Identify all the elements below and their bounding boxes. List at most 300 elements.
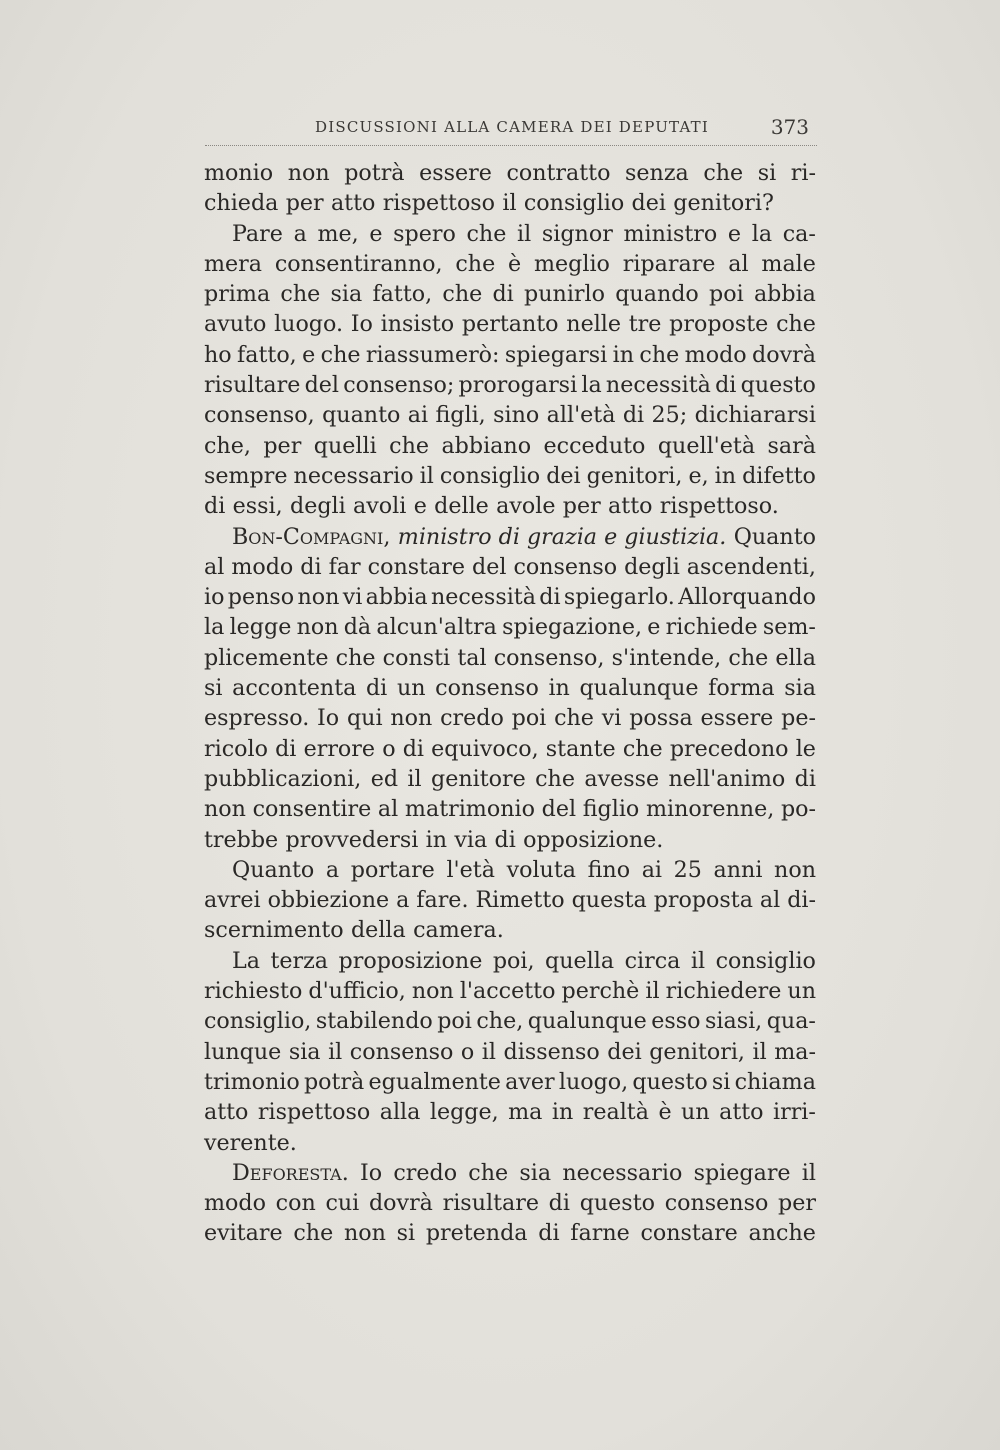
text-line: [204, 491, 816, 521]
word: realtà: [582, 1099, 649, 1126]
word: essere: [419, 160, 492, 186]
word: figli,: [435, 402, 486, 429]
word: qualunque: [527, 1008, 647, 1035]
word: me,: [317, 220, 359, 247]
word: quella: [545, 947, 615, 974]
word: legge: [229, 614, 292, 641]
word: qui: [346, 705, 383, 732]
word: avuto: [204, 311, 267, 338]
word: il: [752, 1038, 767, 1065]
word: e,: [688, 462, 709, 489]
word: della: [350, 917, 406, 944]
word: questa: [571, 887, 647, 914]
text-line: [204, 1097, 816, 1127]
word: che: [442, 281, 483, 308]
word: consenso: [513, 553, 618, 580]
word: lunque: [204, 1038, 282, 1065]
word: ai: [641, 856, 663, 883]
word: necessità: [430, 584, 536, 611]
text-line: [204, 552, 816, 582]
word: quanto: [322, 402, 401, 429]
word: in: [551, 1099, 574, 1126]
word: Io: [350, 311, 373, 338]
word: non: [390, 705, 433, 732]
word: che: [320, 341, 361, 368]
word: e: [647, 614, 661, 641]
word: stabilendo: [315, 1008, 433, 1035]
word: del: [304, 372, 339, 399]
text-line: [204, 219, 816, 249]
word: consiglio: [523, 190, 625, 217]
word: degli: [624, 553, 680, 580]
word: delle: [434, 493, 489, 520]
word: questo: [632, 1068, 708, 1095]
word: che: [776, 311, 816, 338]
word: del: [541, 796, 577, 823]
text-line: [204, 764, 816, 794]
word: pertanto: [461, 311, 559, 338]
word: non: [411, 978, 454, 1005]
word: abbia: [365, 584, 428, 611]
word: La: [232, 947, 260, 974]
word: è: [658, 1099, 672, 1126]
text-line: [204, 158, 816, 188]
word: constare: [367, 553, 465, 580]
text-line: [204, 703, 816, 733]
word: precedono: [669, 735, 789, 762]
word: egualmente: [368, 1068, 501, 1095]
word: che,: [204, 432, 251, 459]
word: prorogarsi: [458, 372, 578, 399]
word: dei: [607, 1038, 642, 1065]
word: rispettoso: [257, 1099, 371, 1126]
word: o: [382, 735, 396, 762]
word: atto: [204, 1099, 249, 1126]
word: sarà: [767, 432, 816, 459]
word: non: [297, 584, 340, 611]
word: equivoco,: [431, 735, 539, 762]
word: si: [757, 160, 777, 186]
text-line: [204, 1218, 816, 1248]
word: il: [481, 1038, 496, 1065]
word: irri-: [773, 1099, 816, 1126]
word: in: [425, 826, 448, 853]
word: modo: [684, 341, 747, 368]
word: dà: [343, 614, 372, 641]
word: modo: [204, 1190, 266, 1217]
word: atto: [608, 493, 653, 520]
page-number: 373: [770, 115, 809, 139]
word: consiglio,: [204, 1008, 312, 1035]
word: modo: [231, 553, 294, 580]
word: via: [454, 826, 488, 853]
word: di: [494, 826, 516, 853]
word: consenso,: [493, 644, 605, 671]
word: fatto,: [372, 281, 433, 308]
word: ma: [508, 1099, 543, 1126]
word: a: [396, 887, 410, 914]
text-line: [204, 400, 816, 430]
word: proposte: [669, 311, 769, 338]
word: potrà: [344, 160, 405, 186]
word: per: [285, 190, 324, 217]
word: potrà: [303, 1068, 365, 1095]
word: trebbe: [204, 826, 279, 853]
word: un: [787, 978, 816, 1005]
word: non: [204, 796, 246, 823]
word: poi: [437, 1008, 472, 1035]
word: possa: [629, 705, 693, 732]
word: in: [548, 675, 570, 702]
word: che: [466, 220, 507, 247]
word: figlio: [582, 796, 640, 823]
word: consenso: [435, 675, 539, 702]
word: riparare: [622, 250, 716, 277]
word: questo: [740, 372, 816, 399]
word: vi: [342, 584, 363, 611]
word: un: [681, 1099, 710, 1126]
word: in: [714, 462, 737, 489]
word: avoli: [353, 493, 407, 520]
word: non: [287, 160, 330, 186]
word: monio: [204, 160, 274, 186]
word: sia: [784, 675, 816, 702]
word: minorenne,: [645, 796, 775, 823]
word: genitore: [431, 765, 526, 792]
word: genitori,: [649, 1038, 745, 1065]
word: che: [280, 281, 321, 308]
word: consiglio: [715, 947, 816, 974]
word: alcun'altra: [376, 614, 497, 641]
word: al: [204, 553, 225, 580]
word: rispettoso.: [659, 493, 779, 520]
word: po-: [780, 796, 816, 823]
word: di: [402, 735, 425, 762]
word: per: [263, 432, 302, 459]
word: e: [413, 493, 427, 520]
word: proposizione: [338, 947, 483, 974]
word: rispettoso: [382, 190, 496, 217]
word: le: [795, 735, 816, 762]
word: credo: [440, 705, 504, 732]
word: opposizione.: [523, 826, 664, 853]
text-line: [204, 612, 816, 642]
word: si: [711, 1068, 731, 1095]
word: fare.: [416, 887, 469, 914]
word: di: [539, 584, 561, 611]
speaker-line: [204, 522, 816, 552]
word: atto: [330, 190, 376, 217]
text-line: [204, 431, 816, 461]
word: richiesto: [204, 978, 303, 1005]
text-line: [204, 249, 816, 279]
word: quell'età: [657, 432, 756, 459]
text-line: [204, 976, 816, 1006]
word: d'ufficio,: [308, 978, 406, 1005]
word: dissenso: [503, 1038, 600, 1065]
word: tre: [628, 311, 662, 338]
word: pretenda: [425, 1220, 528, 1247]
word: consenso: [349, 1038, 454, 1065]
word: per: [778, 1190, 816, 1217]
word: vi: [601, 705, 622, 732]
word: Io: [360, 1159, 383, 1186]
word: per: [562, 493, 601, 520]
word: in: [612, 341, 635, 368]
word: nell'animo: [668, 765, 786, 792]
word: insisto: [380, 311, 455, 338]
word: è: [508, 250, 522, 277]
word: chiama: [734, 1068, 816, 1095]
word: trimonio: [204, 1068, 300, 1095]
word: e: [302, 341, 316, 368]
word: alla: [379, 1099, 421, 1126]
word: a: [293, 220, 307, 247]
word: di: [794, 765, 816, 792]
word: di: [275, 735, 297, 762]
text-line: [204, 340, 816, 370]
word: di-: [787, 887, 816, 914]
word: il: [328, 1038, 343, 1065]
word: risultare: [204, 372, 301, 399]
word: signor: [541, 220, 613, 247]
word: di: [622, 402, 645, 429]
word: dovrà: [368, 1190, 433, 1217]
word: camera.: [413, 917, 504, 944]
word: consti: [382, 644, 451, 671]
word: voluta: [506, 856, 576, 883]
word: il: [502, 190, 517, 217]
word: 25;: [651, 402, 688, 429]
word: che: [554, 705, 594, 732]
word: dovrà: [752, 341, 816, 368]
text-line: [204, 1006, 816, 1036]
word: ed: [370, 765, 399, 792]
word: la: [581, 372, 602, 399]
running-head: [205, 115, 817, 146]
word: spiegarsi: [504, 341, 608, 368]
word: il: [419, 462, 434, 489]
word: avrei: [204, 887, 261, 914]
word: proposta: [653, 887, 753, 914]
word: richiedere: [665, 978, 782, 1005]
word: s'intende,: [611, 644, 722, 671]
word: ma-: [774, 1038, 816, 1065]
text-line: [204, 1067, 816, 1097]
word: consentiranno,: [274, 250, 443, 277]
body-text: [204, 158, 816, 1249]
word: far: [328, 553, 361, 580]
word: avole: [496, 493, 556, 520]
word: consenso: [664, 1190, 769, 1217]
word: provvedersi: [285, 826, 419, 853]
word: genitori,: [586, 462, 683, 489]
word: o: [460, 1038, 475, 1065]
word: tal: [457, 644, 487, 671]
text-line: [204, 643, 816, 673]
word: Pare: [232, 220, 283, 247]
text-line: [204, 188, 816, 218]
word: constare: [640, 1220, 738, 1247]
word: sem-: [762, 614, 816, 641]
word: fatto,: [237, 341, 297, 368]
word: necessità: [605, 372, 711, 399]
word: consentire: [252, 796, 372, 823]
word: circa: [624, 947, 681, 974]
word: chieda: [204, 190, 279, 217]
word: espresso.: [204, 705, 310, 732]
word: che: [455, 250, 496, 277]
word: luogo,: [558, 1068, 629, 1095]
word: Io: [317, 705, 340, 732]
word: qualunque: [579, 675, 699, 702]
word: del: [472, 553, 507, 580]
word: qua-: [766, 1008, 816, 1035]
word: pe-: [781, 705, 816, 732]
word: penso: [227, 584, 295, 611]
word: il: [690, 947, 706, 974]
word: spero: [393, 220, 456, 247]
word: meglio: [533, 250, 610, 277]
text-line: [204, 461, 816, 491]
word: di: [365, 675, 388, 702]
word: perchè: [561, 978, 640, 1005]
word: senza: [625, 160, 689, 186]
word: spiegazione,: [502, 614, 643, 641]
word: anche: [748, 1220, 816, 1247]
word: accontenta: [232, 675, 357, 702]
word: un: [396, 675, 426, 702]
word: essere: [700, 705, 774, 732]
word: e: [369, 220, 383, 247]
word: consenso,: [204, 402, 315, 429]
word: prima: [204, 281, 271, 308]
word: il: [517, 220, 532, 247]
word: male: [761, 250, 816, 277]
word: scernimento: [204, 917, 344, 944]
text-line: [204, 855, 816, 885]
word: spiegarlo.: [563, 584, 675, 611]
word: l'età: [446, 856, 495, 883]
word: ministro: [623, 220, 718, 247]
word: credo: [393, 1159, 458, 1186]
word: dei: [631, 190, 666, 217]
word: matrimonio: [404, 796, 535, 823]
word: la: [204, 614, 225, 641]
word: che: [468, 1159, 509, 1186]
word: che,: [476, 1008, 524, 1035]
word: fino: [587, 856, 631, 883]
text-line: [204, 885, 816, 915]
word: dei: [546, 462, 581, 489]
word: plicemente: [204, 644, 329, 671]
word: legge,: [429, 1099, 499, 1126]
word: contratto: [506, 160, 611, 186]
word: sia: [330, 281, 363, 308]
word: obbiezione: [267, 887, 390, 914]
word: pubblicazioni,: [204, 765, 362, 792]
word: che: [335, 644, 376, 671]
word: sia: [519, 1159, 552, 1186]
word: difetto: [742, 462, 816, 489]
speaker-name: Bon-Compagni,: [232, 523, 391, 550]
word: ascendenti,: [686, 553, 816, 580]
word: a: [325, 856, 340, 883]
word: io: [204, 584, 225, 611]
word: forma: [708, 675, 775, 702]
word: anni: [713, 856, 763, 883]
word: che: [639, 341, 680, 368]
word: spiegare: [693, 1159, 791, 1186]
word: di: [300, 553, 322, 580]
word: poi: [709, 281, 744, 308]
text-line: [204, 582, 816, 612]
word: ai: [407, 402, 429, 429]
word: essi,: [232, 493, 283, 520]
text-line: [204, 279, 816, 309]
word: di: [715, 372, 737, 399]
word: di: [204, 493, 226, 520]
word: si: [204, 675, 223, 702]
word: risultare: [442, 1190, 539, 1217]
word: il: [407, 765, 422, 792]
word: degli: [290, 493, 346, 520]
word: al: [728, 250, 749, 277]
word: consiglio: [439, 462, 541, 489]
text-line: [204, 1188, 816, 1218]
word: esso: [651, 1008, 701, 1035]
word: evitare: [204, 1220, 283, 1247]
word: Allorquando: [678, 584, 816, 611]
word: ca-: [782, 220, 816, 247]
word: non: [296, 614, 339, 641]
word: portare: [350, 856, 435, 883]
word: che: [622, 735, 663, 762]
word: abbia: [753, 281, 816, 308]
word: all'età: [546, 402, 616, 429]
word: aver: [505, 1068, 555, 1095]
word: poi: [511, 705, 547, 732]
word: ho: [204, 341, 232, 368]
word: necessario: [562, 1159, 683, 1186]
word: punirlo: [524, 281, 605, 308]
word: stante: [545, 735, 616, 762]
word: sia: [288, 1038, 321, 1065]
text-line: [204, 915, 816, 945]
text-line: [204, 1037, 816, 1067]
word: di: [548, 1190, 570, 1217]
word: e: [727, 220, 742, 247]
text-line: [204, 794, 816, 824]
text-fragment: Quanto: [733, 523, 816, 550]
text-line: [204, 673, 816, 703]
word: di: [492, 281, 514, 308]
text-line: [204, 825, 816, 855]
word: 25: [673, 856, 702, 883]
text-line: [204, 1128, 816, 1158]
word: il: [645, 978, 660, 1005]
word: che: [389, 432, 429, 459]
word: al: [759, 887, 781, 914]
word: avesse: [584, 765, 660, 792]
word: siasi,: [704, 1008, 763, 1035]
word: questo: [579, 1190, 655, 1217]
word: il: [801, 1159, 816, 1186]
word: nelle: [566, 311, 622, 338]
word: di: [538, 1220, 560, 1247]
word: che: [293, 1220, 334, 1247]
word: dichiararsi: [694, 402, 816, 429]
